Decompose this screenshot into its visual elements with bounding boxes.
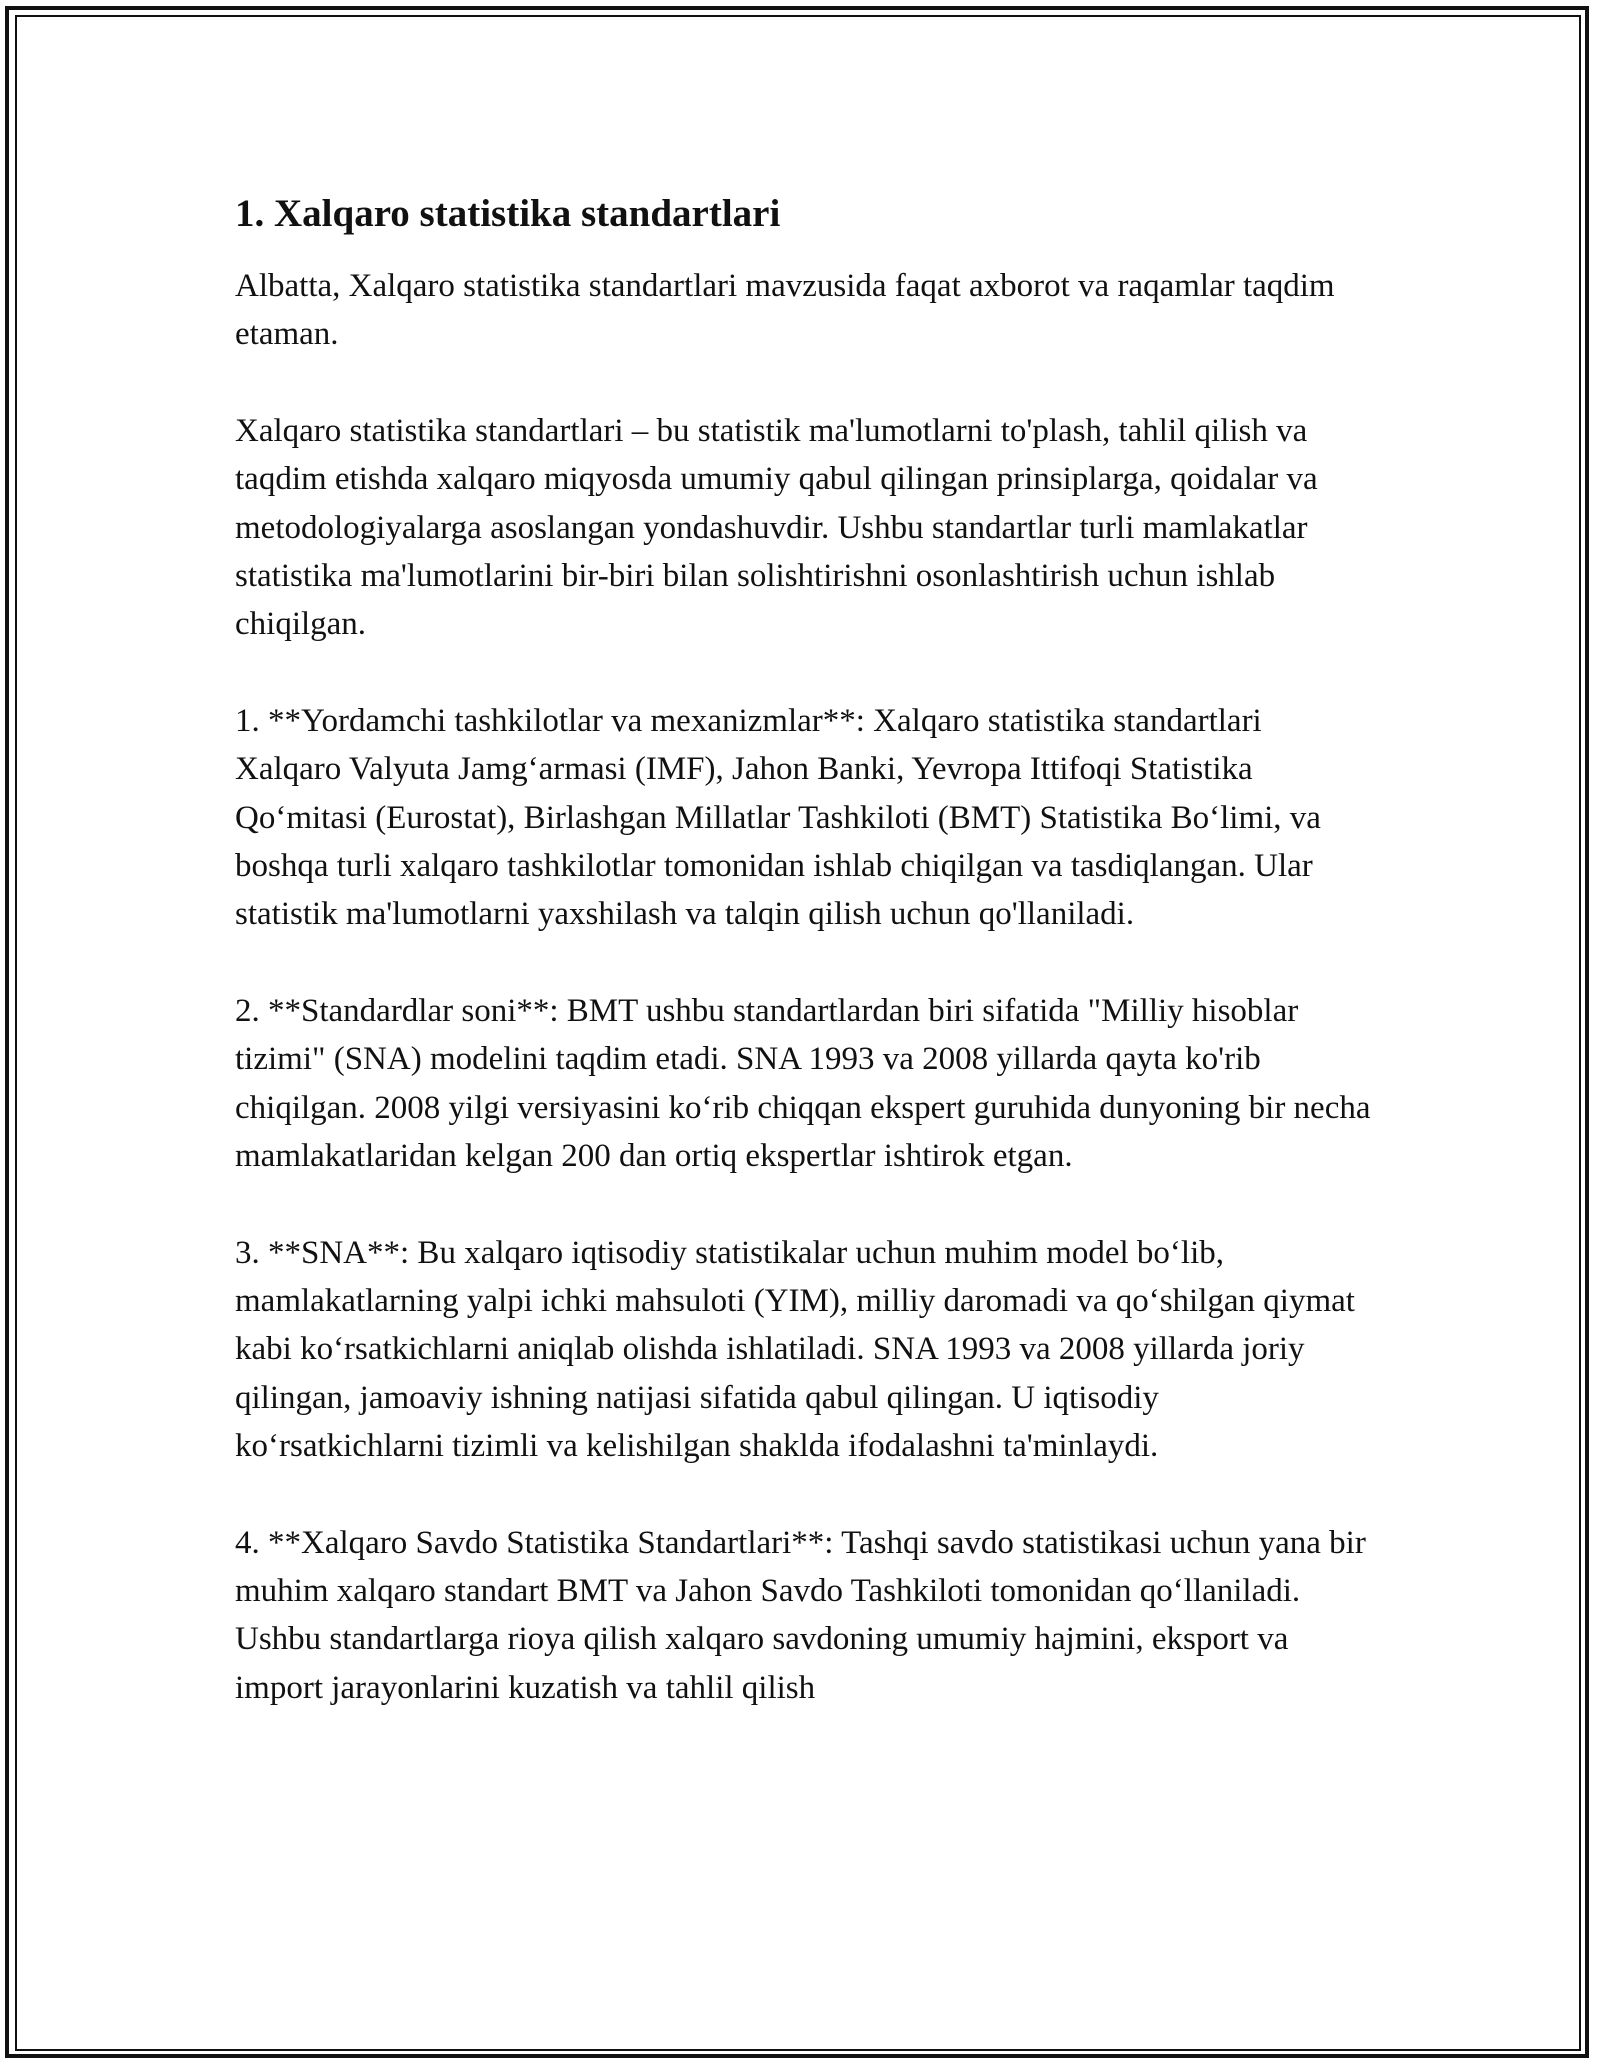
paragraph-intro: Albatta, Xalqaro statistika standartlari mavzusida faqat axborot va raqamlar taqdim etaman. (235, 268, 1335, 353)
paragraph-definition: Xalqaro statistika standartlari – bu statistik ma'lumotlarni to'plash, tahlil qilish va taqdim etishda xalqaro miqyosda umumiy qabul qilingan prinsiplarga, qoidalar va metodologiyalarga asoslangan yondashuvdir. Ushbu standartlar turli mamlakatlar statistika ma'lumotlarini bir-biri bilan solishtirishni osonlashtirish uchun ishlab chiqilgan. (235, 412, 1318, 643)
paragraph-item-3: 3. **SNA**: Bu xalqaro iqtisodiy statistikalar uchun muhim model bo‘lib, mamlakatlarning yalpi ichki mahsuloti (YIM), milliy daromadi va qo‘shilgan qiymat kabi ko‘rsatkichlarni aniqlab olishda ishlatiladi. SNA 1993 va 2008 yillarda joriy qilingan, jamoaviy ishning natijasi sifatida qabul qilingan. U iqtisodiy ko‘rsatkichlarni tizimli va kelishilgan shaklda ifodalashni ta'minlaydi. (235, 1234, 1355, 1465)
paragraph-item-2: 2. **Standardlar soni**: BMT ushbu standartlardan biri sifatida "Milliy hisoblar tizimi" (SNA) modelini taqdim etadi. SNA 1993 va 2008 yillarda qayta ko'rib chiqilgan. 2008 yilgi versiyasini ko‘rib chiqqan ekspert guruhida dunyoning bir necha mamlakatlaridan kelgan 200 dan ortiq ekspertlar ishtirok etgan. (235, 992, 1371, 1175)
document-body (235, 188, 1375, 1760)
document-heading: 1. Xalqaro statistika standartlari (235, 192, 781, 235)
paragraph-item-4: 4. **Xalqaro Savdo Statistika Standartlari**: Tashqi savdo statistikasi uchun yana bir muhim xalqaro standart BMT va Jahon Savdo Tashkiloti tomonidan qo‘llaniladi. Ushbu standartlarga rioya qilish xalqaro savdoning umumiy hajmini, eksport va import jarayonlarini kuzatish va tahlil qilish (235, 1524, 1366, 1706)
paragraph-item-1: 1. **Yordamchi tashkilotlar va mexanizmlar**: Xalqaro statistika standartlari Xalqaro Valyuta Jamg‘armasi (IMF), Jahon Banki, Yevropa Ittifoqi Statistika Qo‘mitasi (Eurostat), Birlashgan Millatlar Tashkiloti (BMT) Statistika Bo‘limi, va boshqa turli xalqaro tashkilotlar tomonidan ishlab chiqilgan va tasdiqlangan. Ular statistik ma'lumotlarni yaxshilash va talqin qilish uchun qo'llaniladi. (235, 702, 1321, 933)
